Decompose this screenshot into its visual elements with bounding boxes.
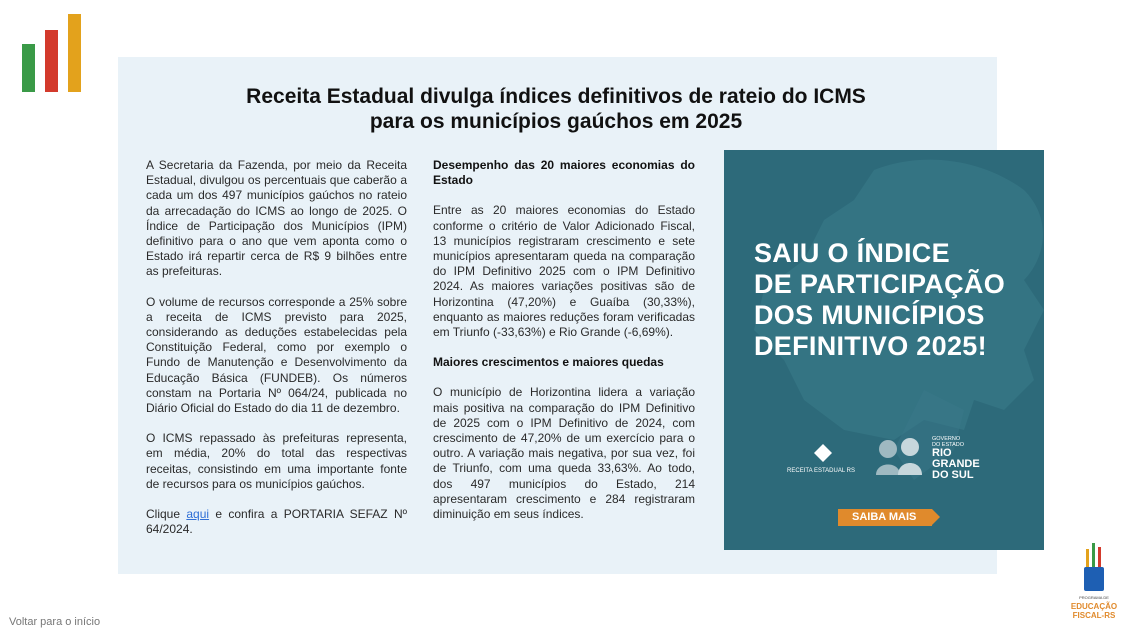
rio-grande-do-sul-logo: [932, 448, 980, 481]
logo-bar-red: [45, 30, 58, 92]
saiba-mais-button[interactable]: SAIBA MAIS: [838, 509, 932, 526]
gov-big-line: RIO: [932, 447, 952, 459]
ipm-banner[interactable]: [724, 150, 1044, 550]
headline-line: DEFINITIVO 2025!: [754, 331, 987, 361]
paragraph: O município de Horizontina lidera a variação mais positiva na comparação do IPM Definitivo de 2025 com o IPM Definitivo de 2024, com crescimento de 47,20% de um exercício para o outro. A variação mais negativa, por sua vez, foi de Triunfo, com uma queda 33,63%. Ao todo, dos 497 municípios do Estado, 214 apresentaram crescimento e 284 registraram diminuição em seus índices.: [433, 385, 695, 522]
gov-small-line: GOVERNO: [932, 436, 961, 442]
brand-logo-bars: [22, 12, 86, 92]
banner-headline: [754, 238, 1044, 362]
headline-line: DE PARTICIPAÇÃO: [754, 269, 1006, 299]
receita-estadual-logo-icon: [814, 444, 832, 462]
pencil-icon: [1092, 543, 1095, 567]
gov-big-line: DO SUL: [932, 469, 974, 481]
headline-line: DOS MUNICÍPIOS: [754, 300, 985, 330]
paragraph: A Secretaria da Fazenda, por meio da Receita Estadual, divulgou os percentuais que caberão a cada um dos 497 municípios gaúchos no rateio da arrecadação do ICMS ao longo de 2025. O Índice de Participação dos Municípios (IPM) definitivo para o ano que vem aponta como o Estado irá repartir cerca de R$ 9 bilhões entre as prefeituras.: [146, 158, 407, 279]
title-line-2: para os municípios gaúchos em 2025: [369, 110, 743, 133]
text: Clique: [146, 507, 187, 522]
article-column-right: [433, 158, 695, 537]
paragraph: O ICMS repassado às prefeituras representa, em média, 20% do total das respectivas receitas, consistindo em uma importante fonte de recursos para os municípios gaúchos.: [146, 431, 407, 491]
pencil-icon: [1086, 549, 1089, 567]
pencil-icon: [1098, 547, 1101, 567]
edu-word: FISCAL-RS: [1072, 611, 1116, 620]
paragraph: Entre as 20 maiores economias do Estado conforme o critério de Valor Adicionado Fiscal, 13 municípios registraram crescimento e sete municípios apresentaram queda na comparação do IPM Definitivo 2025 com o IPM Definitivo 2024. As maiores variações positivas são de Horizontina (47,20%) e Guaíba (30,33%), enquanto as maiores reduções foram verificadas em Triunfo (-33,63%) e Rio Grande (-6,69%).: [433, 203, 695, 340]
portaria-paragraph: [146, 507, 407, 537]
logo-bar-yellow: [68, 14, 81, 92]
pencil-cup-icon: [1084, 567, 1104, 591]
gov-big-line: GRANDE: [932, 458, 980, 470]
receita-estadual-label: RECEITA ESTADUAL RS: [787, 468, 855, 474]
gov-small-line: DO ESTADO: [932, 442, 964, 448]
page-title: [200, 84, 912, 134]
section-heading: Maiores crescimentos e maiores quedas: [433, 355, 664, 370]
back-to-home-link[interactable]: Voltar para o início: [9, 616, 101, 628]
logo-bar-green: [22, 44, 35, 92]
educacao-fiscal-logo: [1066, 543, 1122, 631]
text: e confira a PORTARIA SEFAZ Nº 64/2024.: [146, 507, 408, 537]
edu-small-text: PROGRAMA DE: [1079, 595, 1109, 600]
title-line-1: Receita Estadual divulga índices definitivos de rateio do ICMS: [246, 85, 866, 108]
edu-word: EDUCAÇÃO: [1070, 602, 1118, 611]
headline-line: SAIU O ÍNDICE: [754, 238, 950, 268]
portaria-link[interactable]: aqui: [186, 507, 210, 522]
paragraph: O volume de recursos corresponde a 25% sobre a receita de ICMS previsto para 2025, considerando as deduções estabelecidas pela Constituição Federal, como por exemplo o Fundo de Manutenção e Desenvolvimento da Educação Básica (FUNDEB). Os números constam na Portaria Nº 064/24, publicada no Diário Oficial do Estado do dia 11 de dezembro.: [146, 294, 407, 416]
section-heading: Desempenho das 20 maiores economias do Estado: [433, 158, 695, 188]
article-column-left: [146, 158, 407, 552]
